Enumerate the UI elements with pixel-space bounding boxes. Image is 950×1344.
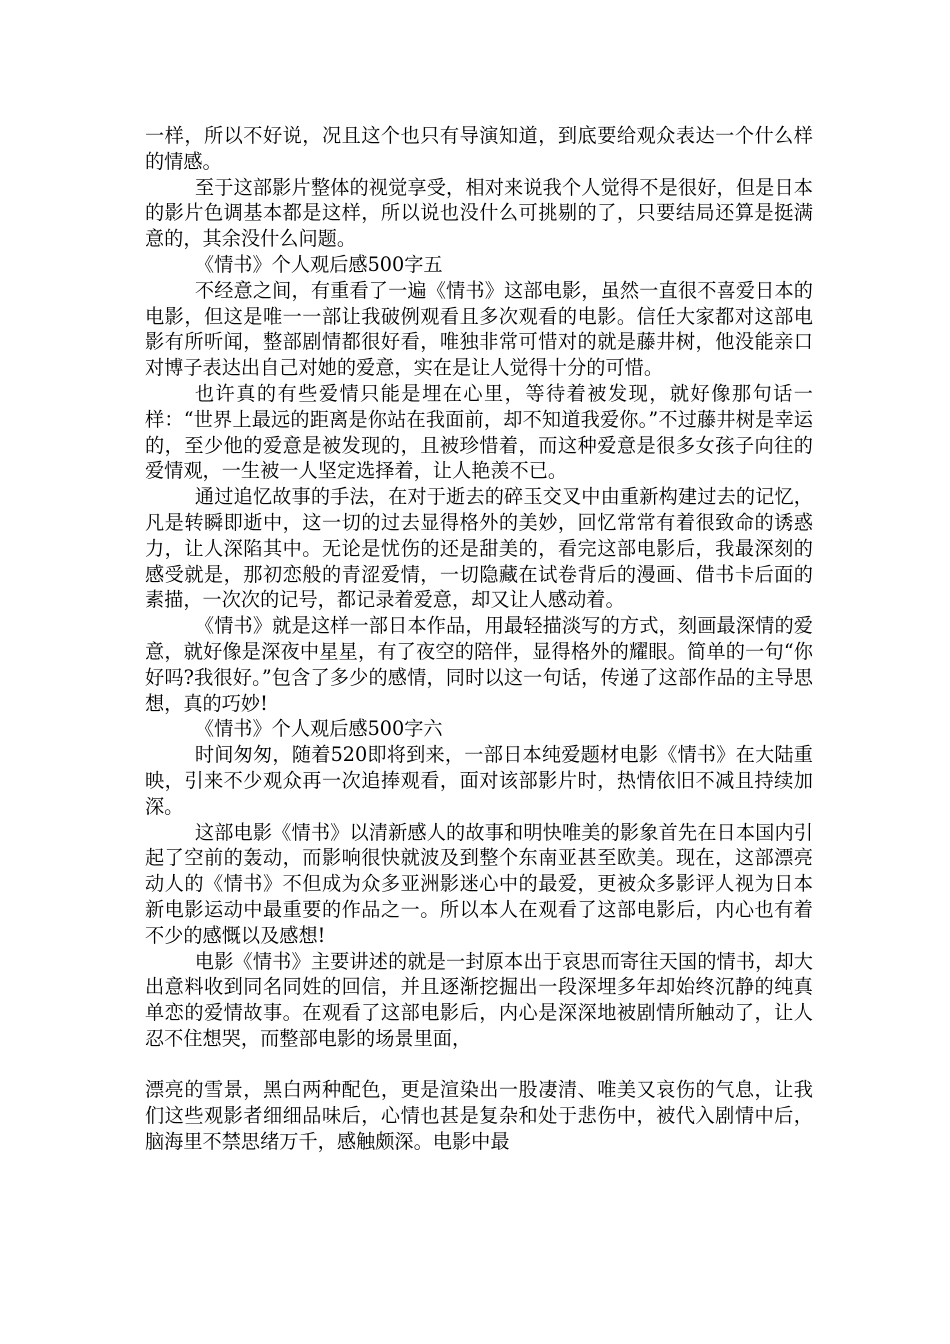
paragraph: 至于这部影片整体的视觉享受，相对来说我个人觉得不是很好，但是日本的影片色调基本都是这样，所以说也没什么可挑剔的了，只要结局还算是挺满意的，其余没什么问题。 <box>145 175 813 251</box>
page-break-gap <box>145 1052 813 1078</box>
section-heading: 《情书》个人观后感500字六 <box>194 717 443 741</box>
paragraph: 电影《情书》主要讲述的就是一封原本出于哀思而寄往天国的情书，却大出意料收到同名同姓的回信，并且逐渐挖掘出一段深埋多年却始终沉静的纯真单恋的爱情故事。在观看了这部电影后，内心是深深地被剧情所触动了，让人忍不住想哭，而整部电影的场景里面， <box>145 949 813 1050</box>
paragraph: 漂亮的雪景，黑白两种配色，更是渲染出一股凄清、唯美又哀伤的气息，让我们这些观影者细细品味后，心情也甚是复杂和处于悲伤中，被代入剧情中后，脑海里不禁思绪万千，感触颇深。电影中最 <box>145 1078 813 1154</box>
paragraph: 通过追忆故事的手法，在对于逝去的碎玉交叉中由重新构建过去的记忆，凡是转瞬即逝中，这一切的过去显得格外的美妙，回忆常常有着很致命的诱惑力，让人深陷其中。无论是忧伤的还是甜美的，看完这部电影后，我最深刻的感受就是，那初恋般的青涩爱情，一切隐藏在试卷背后的漫画、借书卡后面的素描，一次次的记号，都记录着爱意，却又让人感动着。 <box>145 485 813 612</box>
paragraph: 这部电影《情书》以清新感人的故事和明快唯美的影象首先在日本国内引起了空前的轰动，而影响很快就波及到整个东南亚甚至欧美。现在，这部漂亮动人的《情书》不但成为众多亚洲影迷心中的最爱，更被众多影评人视为日本新电影运动中最重要的作品之一。所以本人在观看了这部电影后，内心也有着不少的感慨以及感想! <box>145 820 813 947</box>
section-heading: 《情书》个人观后感500字五 <box>194 252 443 276</box>
paragraph: 一样，所以不好说，况且这个也只有导演知道，到底要给观众表达一个什么样的情感。 <box>145 124 813 173</box>
paragraph: 不经意之间，有重看了一遍《情书》这部电影，虽然一直很不喜爱日本的电影，但这是唯一一部让我破例观看且多次观看的电影。信任大家都对这部电影有所听闻，整部剧情都很好看，唯独非常可惜对的就是藤井树，他没能亲口对博子表达出自己对她的爱意，实在是让人觉得十分的可惜。 <box>145 278 813 380</box>
paragraph: 时间匆匆，随着520即将到来，一部日本纯爱题材电影《情书》在大陆重映，引来不少观众再一次追捧观看，面对该部影片时，热情依旧不减且持续加深。 <box>145 743 813 818</box>
paragraph: 《情书》就是这样一部日本作品，用最轻描淡写的方式，刻画最深情的爱意，就好像是深夜中星星，有了夜空的陪伴，显得格外的耀眼。简单的一句“你好吗?我很好。”包含了多少的感情，同时以这一句话，传递了这部作品的主导思想，真的巧妙! <box>145 614 813 715</box>
document-body <box>145 123 813 1155</box>
paragraph: 也许真的有些爱情只能是埋在心里，等待着被发现，就好像那句话一样：“世界上最远的距离是你站在我面前，却不知道我爱你。”不过藤井树是幸运的，至少他的爱意是被发现的，且被珍惜着，而这种爱意是很多女孩子向往的爱情观，一生被一人坚定选择着，让人艳羡不已。 <box>145 381 813 483</box>
